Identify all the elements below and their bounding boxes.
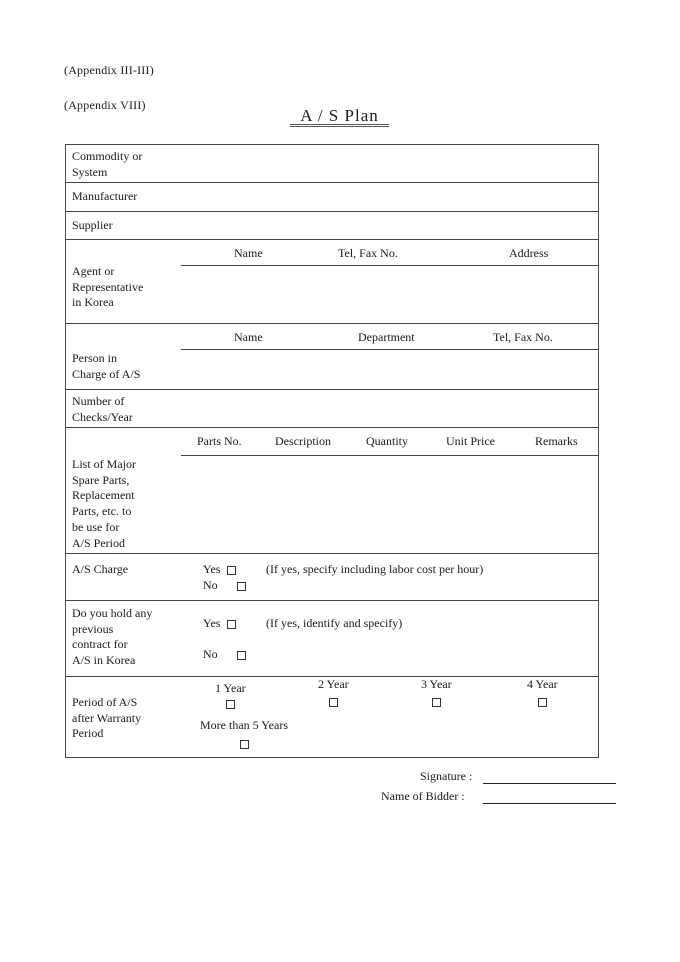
row-commodity	[66, 145, 598, 182]
period-more-than-5-years-checkbox[interactable]	[240, 740, 249, 749]
row-agent	[66, 239, 598, 324]
supplier-label: Supplier	[72, 218, 113, 232]
commodity-input-area[interactable]	[181, 145, 598, 182]
period-option-4-year[interactable]: 4 Year	[527, 677, 558, 707]
previous-contract-note: (If yes, identify and specify)	[266, 616, 403, 630]
row-spare-parts	[66, 427, 598, 554]
as-charge-yes-option[interactable]: Yes	[203, 562, 236, 577]
period-option-3-year[interactable]: 3 Year	[421, 677, 452, 707]
period-2-year-checkbox[interactable]	[329, 698, 338, 707]
parts-label: List of Major Spare Parts, Replacement Parts, etc. to be use for A/S Period	[72, 457, 136, 550]
checks-label: Number of Checks/Year	[72, 394, 133, 424]
row-as-period	[66, 676, 598, 759]
title-underline	[290, 124, 389, 125]
as-charge-no-option[interactable]: No	[203, 578, 246, 593]
row-manufacturer	[66, 182, 598, 212]
signature-field[interactable]	[483, 783, 616, 784]
page-title: A / S Plan	[300, 106, 379, 125]
bidder-name-field[interactable]	[483, 803, 616, 804]
row-person-in-charge	[66, 323, 598, 390]
parts-col-quantity: Quantity	[366, 434, 408, 448]
manufacturer-label: Manufacturer	[72, 189, 138, 203]
agent-input-area[interactable]	[181, 266, 598, 324]
period-1-year-checkbox[interactable]	[226, 700, 235, 709]
appendix-reference-1: (Appendix III-III)	[64, 63, 154, 77]
period-option-more-than-5-years[interactable]: More than 5 Years	[200, 718, 288, 749]
parts-col-remarks: Remarks	[535, 434, 578, 448]
manufacturer-input-area[interactable]	[181, 183, 598, 212]
agent-label: Agent or Representative in Korea	[72, 264, 144, 310]
signature-label: Signature :	[420, 769, 473, 783]
parts-col-parts-no: Parts No.	[197, 434, 242, 448]
period-4-year-checkbox[interactable]	[538, 698, 547, 707]
agent-col-tel-fax: Tel, Fax No.	[338, 246, 398, 260]
title-underline	[290, 126, 389, 127]
person-col-tel-fax: Tel, Fax No.	[493, 330, 553, 344]
previous-contract-yes-checkbox[interactable]	[227, 620, 236, 629]
as-charge-label: A/S Charge	[72, 562, 129, 576]
previous-contract-label: Do you hold any previous contract for A/S in Korea	[72, 606, 153, 668]
commodity-label: Commodity or System	[72, 149, 143, 179]
previous-contract-no-option[interactable]: No	[203, 647, 246, 662]
bidder-name-label: Name of Bidder :	[381, 789, 465, 803]
supplier-input-area[interactable]	[181, 212, 598, 240]
row-supplier	[66, 211, 598, 240]
person-input-area[interactable]	[181, 350, 598, 390]
appendix-reference-2: (Appendix VIII)	[64, 98, 146, 112]
parts-input-area[interactable]	[181, 456, 598, 554]
as-charge-no-checkbox[interactable]	[237, 582, 246, 591]
checks-input-area[interactable]	[181, 390, 598, 428]
person-label: Person in Charge of A/S	[72, 351, 141, 381]
previous-contract-no-checkbox[interactable]	[237, 651, 246, 660]
person-col-name: Name	[234, 330, 263, 344]
period-3-year-checkbox[interactable]	[432, 698, 441, 707]
row-as-charge	[66, 553, 598, 601]
parts-col-description: Description	[275, 434, 331, 448]
period-option-1-year[interactable]: 1 Year	[215, 681, 246, 711]
as-period-label: Period of A/S after Warranty Period	[72, 695, 142, 741]
row-checks-per-year	[66, 389, 598, 428]
as-charge-note: (If yes, specify including labor cost per hour)	[266, 562, 484, 576]
previous-contract-yes-option[interactable]: Yes	[203, 616, 236, 631]
period-option-2-year[interactable]: 2 Year	[318, 677, 349, 707]
row-previous-contract	[66, 600, 598, 677]
agent-col-address: Address	[509, 246, 549, 260]
parts-col-unit-price: Unit Price	[446, 434, 495, 448]
agent-col-name: Name	[234, 246, 263, 260]
as-charge-yes-checkbox[interactable]	[227, 566, 236, 575]
as-plan-form-table	[65, 144, 599, 758]
person-col-department: Department	[358, 330, 415, 344]
